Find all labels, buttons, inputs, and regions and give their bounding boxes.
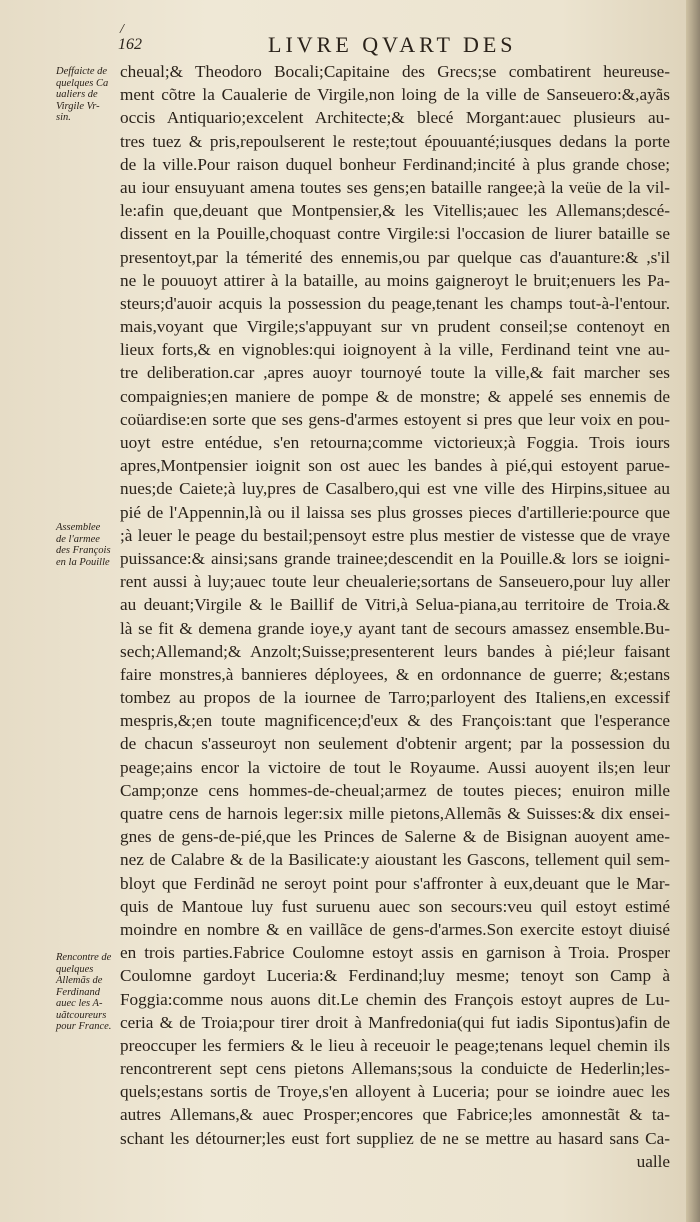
folio-number: 162 <box>118 36 142 53</box>
text-line: quis de Mantoue luy fust suruenu auec son secours:veu quil estoyt estimé <box>120 896 670 916</box>
margin-note-assembly <box>56 522 120 568</box>
margin-note-line: Ferdinand <box>56 986 100 998</box>
text-line: mais,voyant que Virgile;s'appuyant sur vn prudent conseil;se contenoyt en <box>120 317 670 337</box>
text-line: ualle <box>636 1151 670 1171</box>
text-line: ;à leuer le peage du bestail;pensoyt estre plus mestier de vistesse que de vraye <box>120 525 670 545</box>
text-line: preoccuper les fermiers & le lieu à receuoir le peage;tenans lequel chemin ils <box>120 1035 670 1055</box>
text-line: ceria & de Troia;pour tirer droit à Manfredonia(qui fut iadis Sipontus)afin de <box>120 1012 670 1032</box>
margin-note-line: Virgile Vr- <box>56 100 100 112</box>
text-line: pié de l'Appennin,là ou il laissa ses plus grosses pieces d'artillerie:pource que <box>120 502 670 522</box>
text-line: compaignies;en maniere de pompe & de monstre; & appelé ses ennemis de <box>120 386 670 406</box>
text-line: le:afin que,deuant que Montpensier,& les Vitellis;auec les Allemans;descé- <box>120 201 670 221</box>
margin-note-line: Assemblee <box>56 522 101 533</box>
text-line: cheual;& Theodoro Bocali;Capitaine des Grecs;se combatirent heureuse- <box>120 62 670 81</box>
margin-note-line: Allemãs de <box>56 975 103 986</box>
running-title: LIVRE QVART DES <box>268 32 517 57</box>
text-line: apres,Montpensier ioignit son ost auec les bandes à pié,qui estoyent parue- <box>120 456 670 476</box>
text-line: de chacun s'asseuroyt non seulement d'obtenir argent; par la possession du <box>120 734 670 754</box>
text-line: de la ville.Pour raison duquel bonheur Ferdinand;incité à plus grande chose; <box>120 154 670 174</box>
text-line: puissance:& ainsi;sans grande trainee;descendit en la Pouille.& lors se ioigni- <box>120 548 670 568</box>
text-line: tres tuez & pris,repoulserent le reste;tout épouuanté;iusques dedans la porte <box>120 131 670 151</box>
margin-note-line: des François <box>56 545 111 556</box>
text-line: Coulomne gardoyt Luceria:& Ferdinand;luy mesme; tenoyt son Camp à <box>120 966 670 986</box>
margin-note-line: quelques Ca <box>56 77 109 89</box>
pen-mark: / <box>120 22 124 37</box>
margin-note-line: uãtcoureurs <box>56 1009 107 1021</box>
text-line: uoyt estre entédue, s'en retourna;comme victorieux;à Foggia. Trois iours <box>120 433 670 452</box>
page-header <box>118 32 670 60</box>
margin-note-line: pour France. <box>56 1021 112 1032</box>
text-line: rencontrerent sept cens pietons Allemans;sous la conduicte de Hederlin;les- <box>120 1059 670 1079</box>
text-line: gnes de gens-de-pié,que les Princes de Salerne & de Bisignan auoyent ame- <box>120 827 670 847</box>
text-line: bloyt que Ferdinãd ne seroyt point pour s'affronter à eux,deuant que le Mar- <box>120 873 670 893</box>
body-text <box>120 60 670 1173</box>
text-line: au iour ensuyuant amena toutes ses gens;en bataille rangee;à la veüe de la vil- <box>120 177 670 197</box>
text-line: nues;de Caiete;à luy,pres de Casalbero,qui est vne ville des Hirpins,situee au <box>120 479 670 499</box>
text-line: quatre cens de harnois leger:six mille pietons,Allemãs & Suisses:& dix ensei- <box>120 804 670 823</box>
text-line: en trois parties.Fabrice Coulomne estoyt assis en garnison à Troia. Prosper <box>120 943 670 963</box>
text-line: lieux forts,& en vignobles:qui ioignoyent à la ville, Ferdinand teint vne au- <box>120 340 670 360</box>
margin-note-line: Rencontre de <box>56 952 112 963</box>
text-line: steurs;d'auoir acquis la possession du peage,tenant les champs tout-à-l'entour. <box>120 293 670 313</box>
text-line: nez de Calabre & de la Basilicate:y aioustant les Gascons, tellement quil sem- <box>120 850 670 870</box>
text-line: autres Allemans,& auec Prosper;encores que Fabrice;les amonnestãt & ta- <box>120 1105 670 1125</box>
text-line: presentoyt,par la témerité des ennemis,ou par quelque cas d'auanture:& ,s'il <box>120 247 670 267</box>
text-line: schant les détourner;les eust fort suppliez de ne se mettre au hasard sans Ca- <box>120 1128 670 1148</box>
text-line: coüardise:en sorte que ses gens-d'armes estoyent si pres que leur voix en pou- <box>120 409 670 429</box>
margin-note-line: de l'armee <box>56 533 100 545</box>
margin-note-line: auec les A- <box>56 998 103 1009</box>
text-line: ment cõtre la Caualerie de Virgile,non loing de la ville de Sanseuero:&,ayãs <box>120 85 670 105</box>
text-line: peage;ains encor la victoire de tout le Royaume. Aussi auoyent ils;en leur <box>120 757 670 777</box>
text-line: moindre en nombre & en vaillãce de gens-d'armes.Son exercite estoyt diuisé <box>120 919 670 939</box>
text-line: là se fit & demena grande ioye,y ayant tant de secours amassez ensemble.Bu- <box>120 618 670 638</box>
text-line: ne le pouuoyt attirer à la bataille, au moins gaigneroyt le bruit;enuers les Pa- <box>120 270 670 290</box>
margin-note-encounter <box>56 952 120 1033</box>
margin-note-line: quelques <box>56 963 94 975</box>
margin-note-line: Deffaicte de <box>56 66 108 77</box>
text-line: tombez au propos de la iournee de Tarro;parloyent des Italiens,en excessif <box>120 688 670 708</box>
text-line: quels;estans sortis de Troye,s'en alloyent à Luceria; pour se ioindre auec les <box>120 1082 670 1102</box>
text-line: faire monstres,à bannieres déployees, & en ordonnance de guerre; &;estans <box>120 664 670 684</box>
text-line: sech;Allemand;& Anzolt;Suisse;presenterent leurs bandes à pié;leur faisant <box>120 641 670 661</box>
margin-note-line: ualiers de <box>56 89 98 100</box>
margin-note-defeat <box>56 66 120 124</box>
text-line: tre deliberation.car ,apres auoyr tournoyé toute la ville,& fait marcher ses <box>120 363 670 383</box>
page-edge <box>686 0 700 1222</box>
text-line: occis Antiquario;excelent Architecte;& blecé Morgant:auec plusieurs au- <box>120 108 670 128</box>
text-line: au deuant;Virgile & le Baillif de Vitri,à Selua-piana,au territoire de Troia.& <box>120 595 670 615</box>
margin-note-line: sin. <box>56 112 71 123</box>
text-line: dissent en la Pouille,choquast contre Virgile:si l'occasion de liurer bataille se <box>120 224 670 244</box>
margin-note-line: en la Pouille <box>56 556 110 568</box>
text-line: Camp;onze cens hommes-de-cheual;armez de toutes pieces; enuiron mille <box>120 780 670 800</box>
text-line: mespris,&;en toute magnificence;d'eux & des François:tant que l'esperance <box>120 711 670 731</box>
text-line: Foggia:comme nous auons dit.Le chemin des François estoyt aupres de Lu- <box>120 989 670 1009</box>
text-line: rent aussi à luy;auec toute leur cheualerie;sortans de Sanseuero,pour luy aller <box>120 572 670 592</box>
